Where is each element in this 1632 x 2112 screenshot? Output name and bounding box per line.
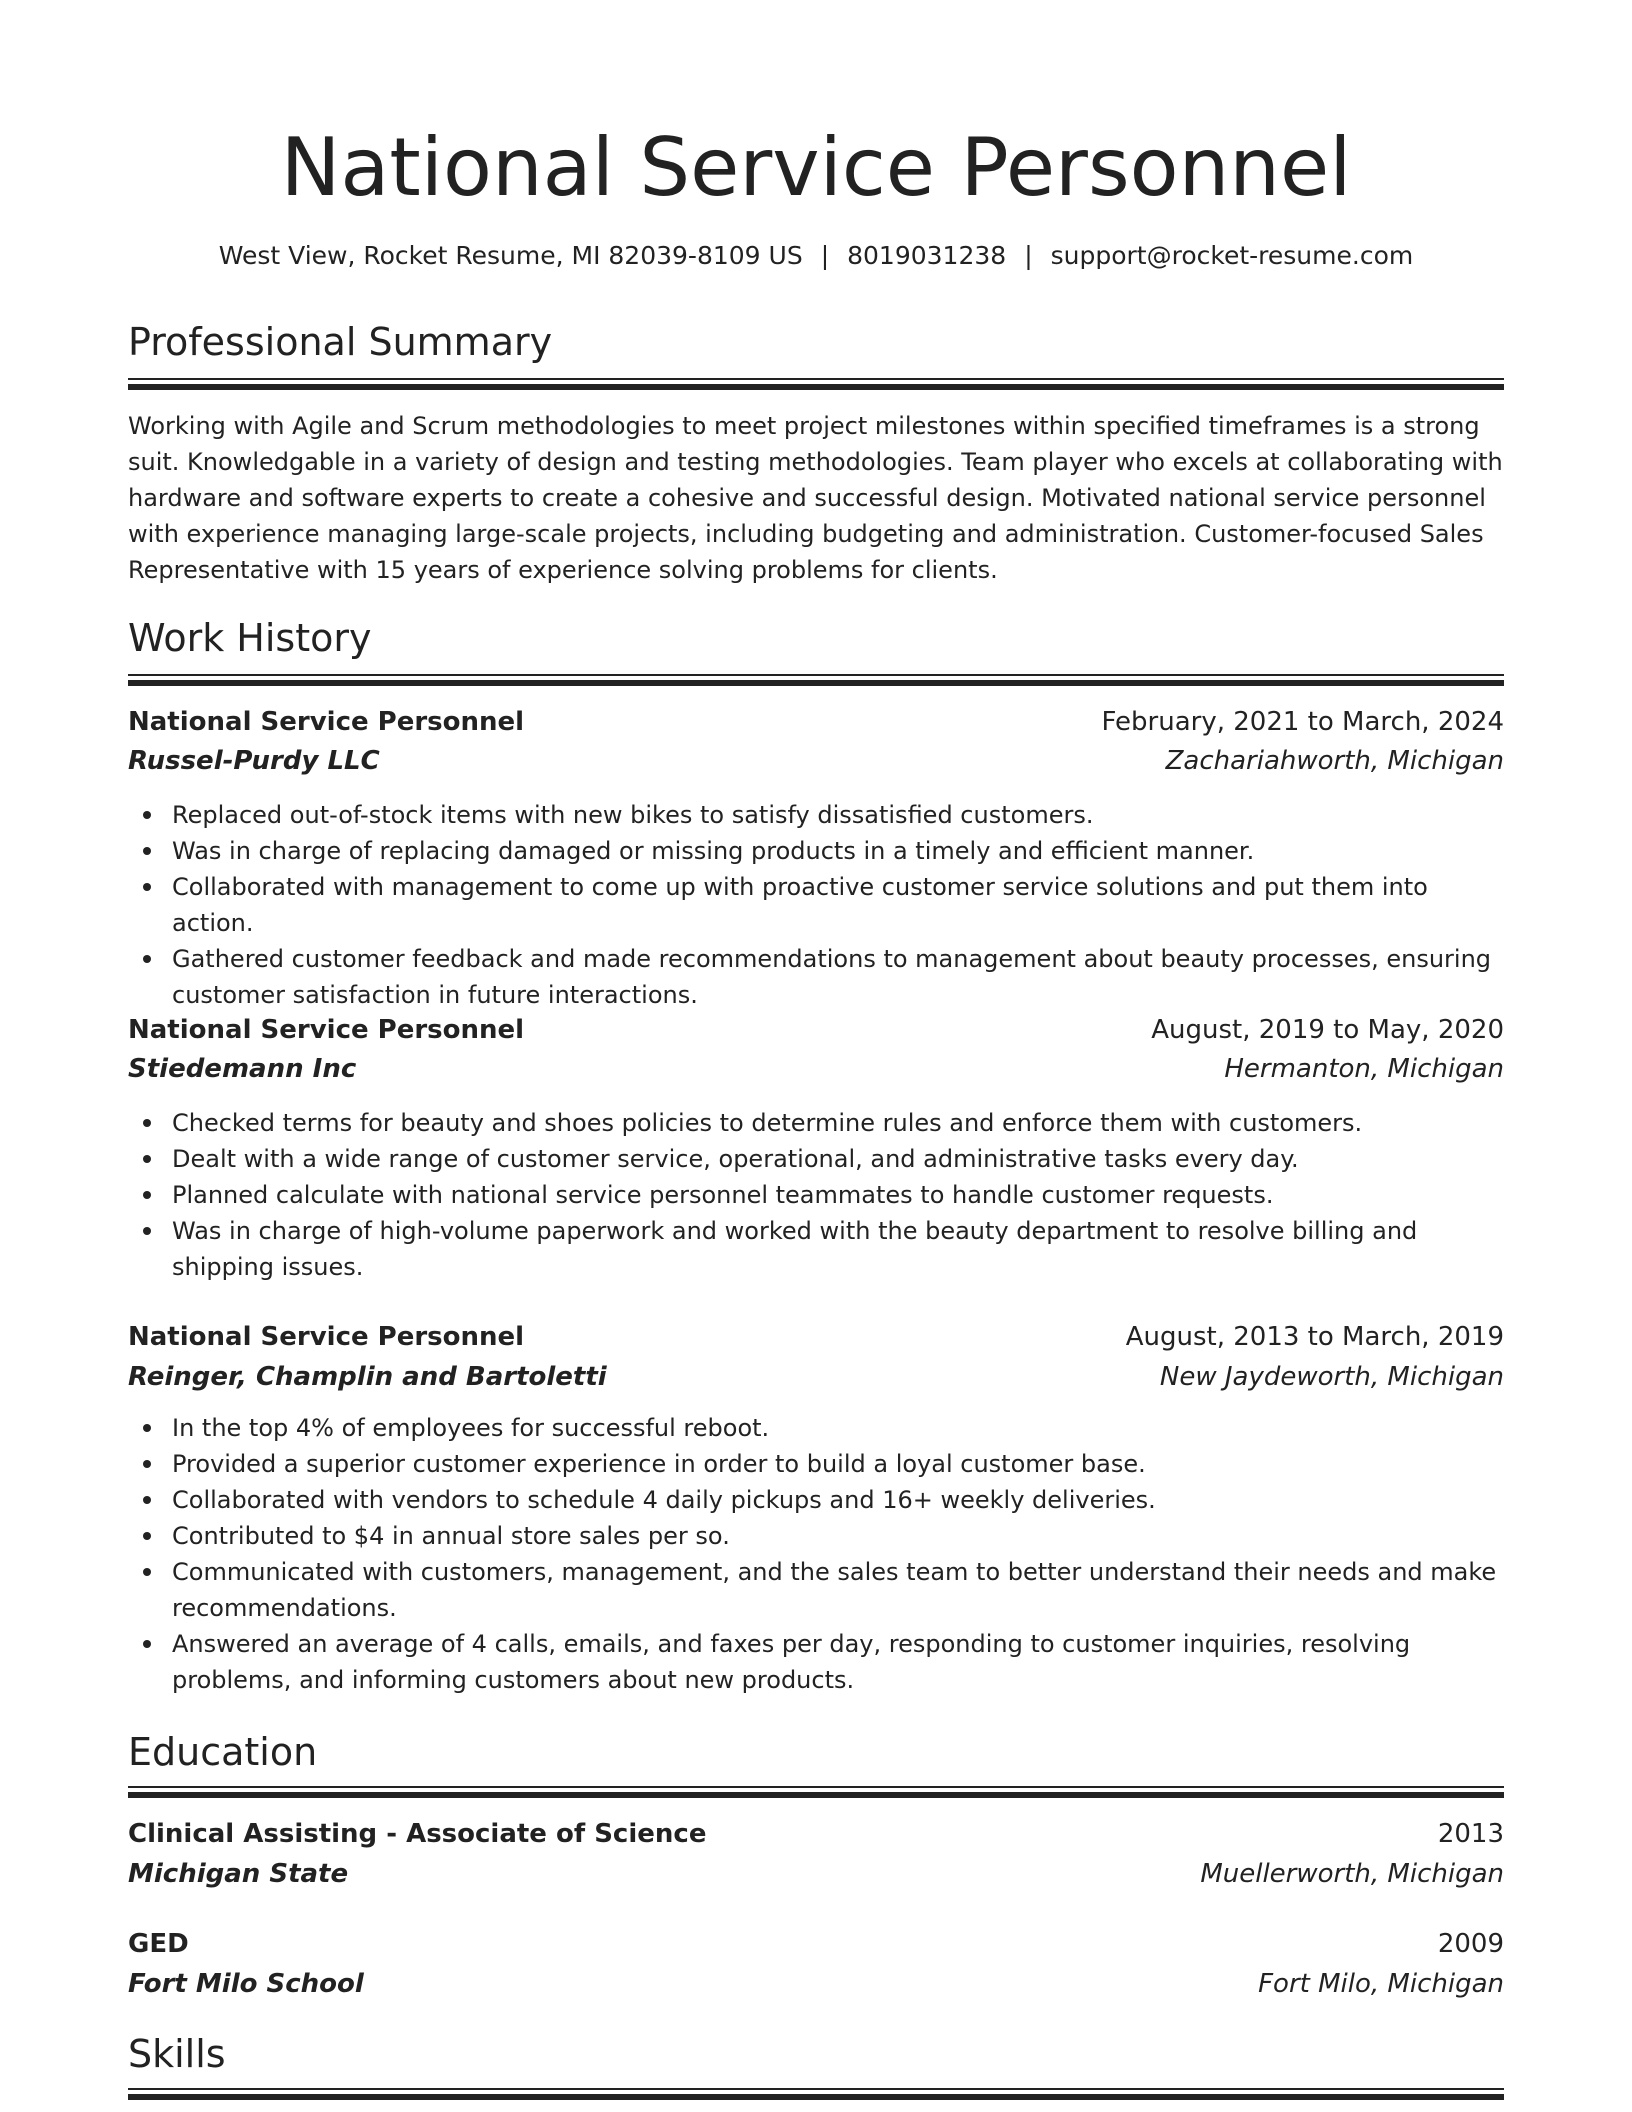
list-item: Was in charge of high-volume paperwork and worked with the beauty department to resolve billing and shipping issues. [128,1213,1504,1285]
list-item: Planned calculate with national service personnel teammates to handle customer requests. [128,1177,1504,1213]
list-item: Was in charge of replacing damaged or missing products in a timely and efficient manner. [128,833,1504,869]
contact-address: West View, Rocket Resume, MI 82039-8109 US [218,241,803,270]
job-header [128,1318,1504,1356]
job-bullets [128,797,1504,1013]
section-title-work-history: Work History [128,616,372,660]
job-header [128,1011,1504,1049]
contact-phone: 8019031238 [847,241,1007,270]
section-divider [128,378,1504,390]
section-divider [128,1786,1504,1798]
job-title: National Service Personnel [128,1322,525,1352]
job-dates: August, 2019 to May, 2020 [1151,1015,1504,1045]
candidate-name: National Service Personnel [280,121,1352,214]
section-title-education: Education [128,1730,318,1774]
list-item: Contributed to $4 in annual store sales per so. [128,1518,1504,1554]
section-title-summary: Professional Summary [128,320,553,364]
job-location: Hermanton, Michigan [1224,1054,1504,1084]
job-title: National Service Personnel [128,707,525,737]
job-bullets [128,1410,1504,1698]
list-item: Checked terms for beauty and shoes policies to determine rules and enforce them with customers. [128,1105,1504,1141]
list-item: Replaced out-of-stock items with new bikes to satisfy dissatisfied customers. [128,797,1504,833]
list-item: Collaborated with management to come up with proactive customer service solutions and put them into action. [128,869,1504,941]
contact-email[interactable]: support@rocket-resume.com [1050,241,1414,270]
job-header [128,703,1504,741]
job-company: Reinger, Champlin and Bartoletti [128,1362,607,1392]
education-header [128,1925,1504,1963]
education-school: Michigan State [128,1859,349,1889]
section-divider [128,2088,1504,2100]
education-header [128,1815,1504,1853]
list-item: Provided a superior customer experience in order to build a loyal customer base. [128,1446,1504,1482]
contact-separator: | [820,241,830,270]
list-item: Answered an average of 4 calls, emails, and faxes per day, responding to customer inquiries, resolving problems, and informing customers about new products. [128,1626,1504,1698]
education-degree: GED [128,1929,189,1959]
section-divider [128,674,1504,686]
job-company: Stiedemann Inc [128,1054,357,1084]
job-dates: February, 2021 to March, 2024 [1101,707,1504,737]
list-item: Gathered customer feedback and made recommendations to management about beauty processes, ensuring customer satisfaction in future interactions. [128,941,1504,1013]
section-title-skills: Skills [128,2032,226,2076]
education-degree: Clinical Assisting - Associate of Science [128,1819,707,1849]
job-company: Russel-Purdy LLC [128,746,380,776]
job-dates: August, 2013 to March, 2019 [1125,1322,1504,1352]
job-employer [128,742,1504,780]
list-item: Dealt with a wide range of customer service, operational, and administrative tasks every day. [128,1141,1504,1177]
list-item: Communicated with customers, management, and the sales team to better understand their needs and make recommendations. [128,1554,1504,1626]
education-location: Muellerworth, Michigan [1200,1859,1504,1889]
job-location: Zachariahworth, Michigan [1165,746,1504,776]
list-item: Collaborated with vendors to schedule 4 daily pickups and 16+ weekly deliveries. [128,1482,1504,1518]
list-item: In the top 4% of employees for successful reboot. [128,1410,1504,1446]
job-employer [128,1358,1504,1396]
education-school-row [128,1965,1504,2003]
education-year: 2009 [1437,1929,1504,1959]
summary-text: Working with Agile and Scrum methodologies to meet project milestones within specified timeframes is a strong suit. Knowledgable in a variety of design and testing methodologies. Team player who excels at collaborating with hardware and software experts to create a cohesive and successful design. Motivated national service personnel with experience managing large-scale projects, including budgeting and administration. Customer-focused Sales Representative with 15 years of experience solving problems for clients. [128,412,1503,584]
contact-line [128,238,1504,274]
job-title: National Service Personnel [128,1015,525,1045]
education-year: 2013 [1437,1819,1504,1849]
job-employer [128,1050,1504,1088]
education-school-row [128,1855,1504,1893]
job-location: New Jaydeworth, Michigan [1159,1362,1504,1392]
education-school: Fort Milo School [128,1969,364,1999]
education-location: Fort Milo, Michigan [1258,1969,1504,1999]
job-bullets [128,1105,1504,1285]
contact-separator: | [1024,241,1033,270]
